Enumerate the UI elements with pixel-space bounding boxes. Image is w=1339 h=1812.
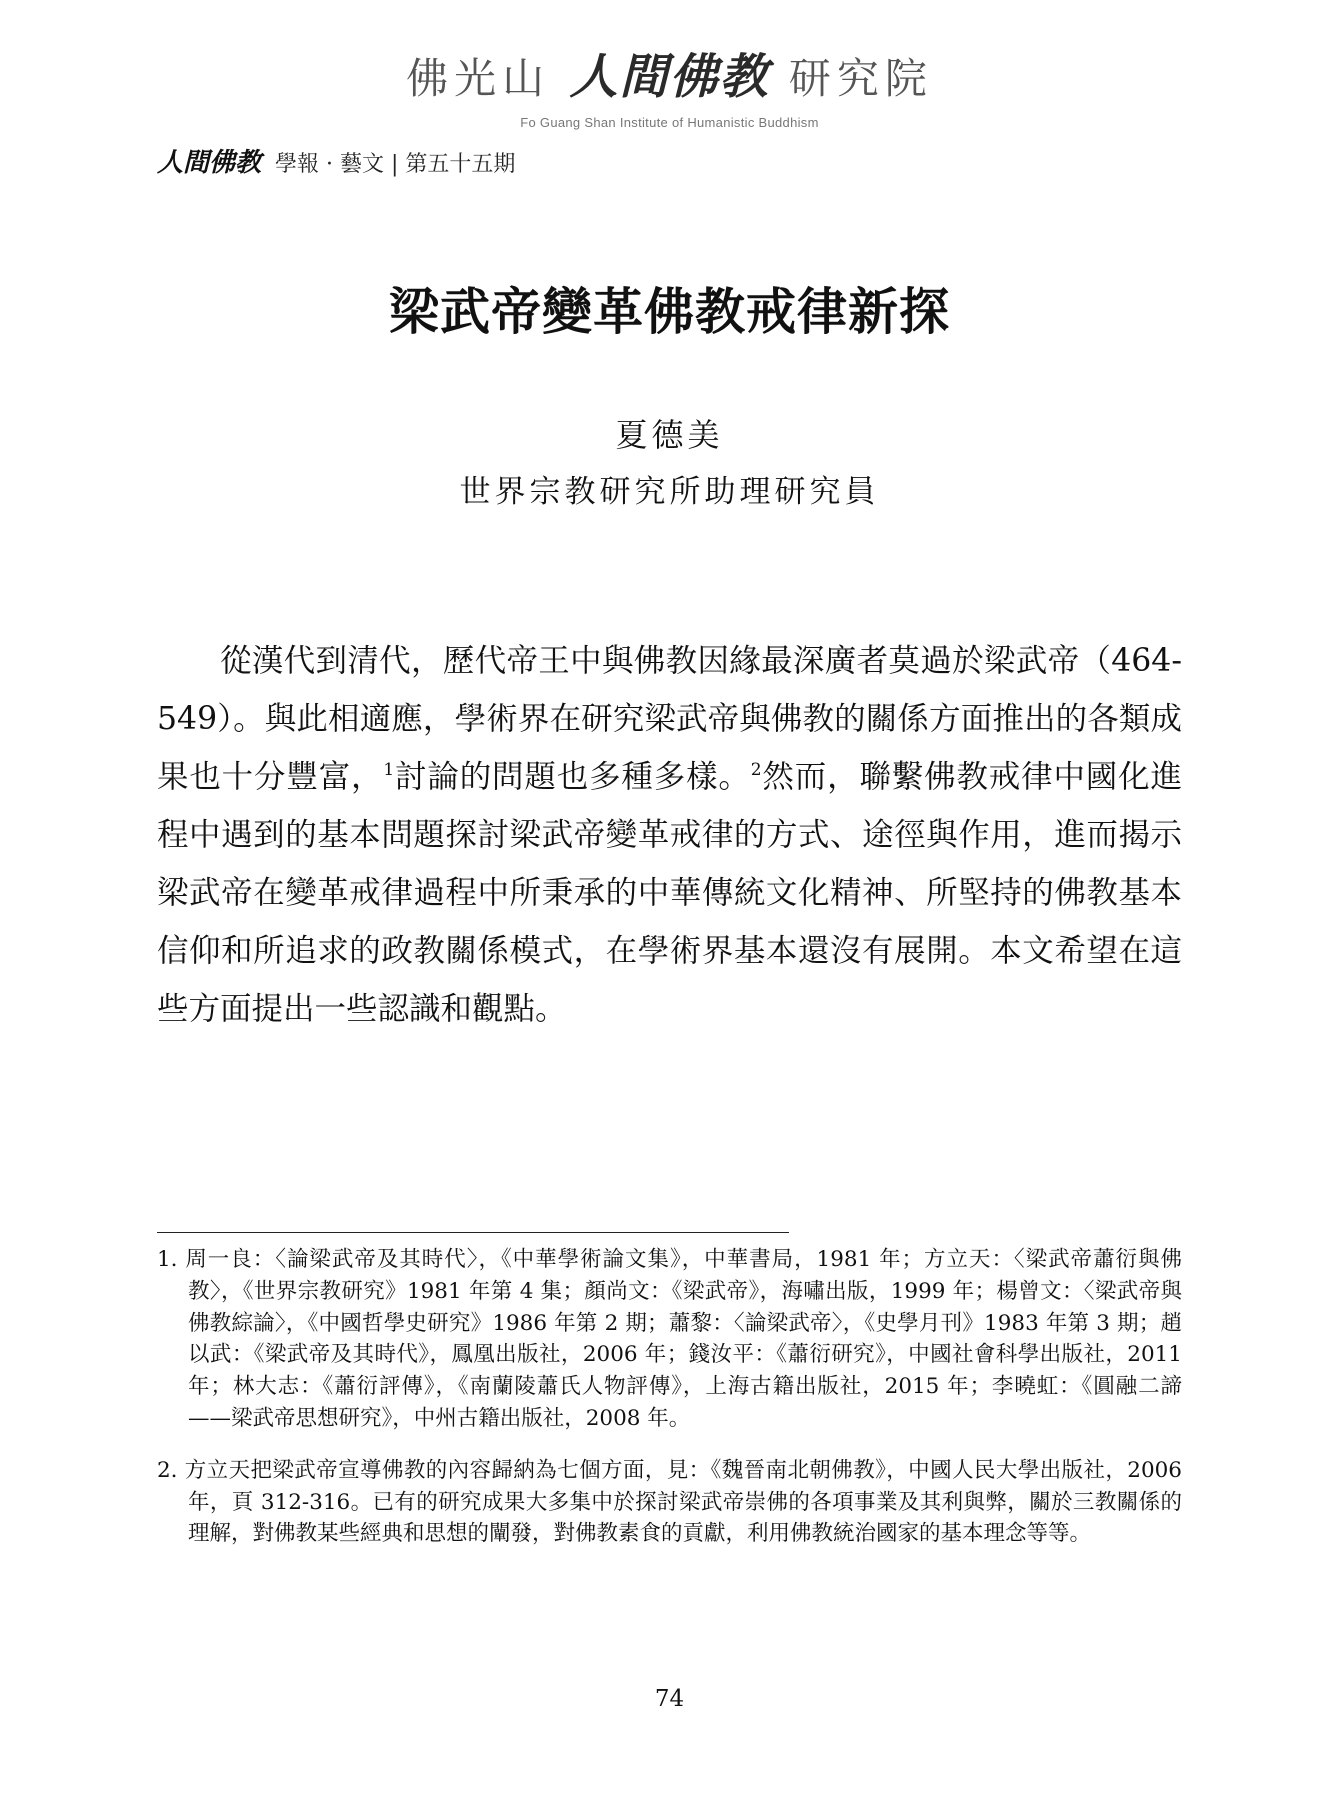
footnote-ref-2[interactable]: 2 bbox=[750, 760, 762, 780]
journal-brand: 人間佛教 bbox=[157, 148, 262, 178]
body-text bbox=[157, 632, 1182, 1038]
institute-brand-logo: 人間佛教 bbox=[569, 49, 770, 105]
institute-english-name: Fo Guang Shan Institute of Humanistic Buddhism bbox=[520, 115, 819, 130]
page-number: 74 bbox=[654, 1686, 685, 1712]
author-name: 夏德美 bbox=[615, 416, 724, 454]
institute-header bbox=[0, 38, 1339, 130]
footnote-1: 1. 周一良：〈論梁武帝及其時代〉，《中華學術論文集》，中華書局，1981 年；方立天：〈梁武帝蕭衍與佛教〉，《世界宗教研究》1981 年第 4 集；顏尚文：《梁武帝》，海嘯出版，1999 年；楊曾文：〈梁武帝與佛教綜論〉，《中國哲學史研究》1986 年第 2 期；蕭黎：〈論梁武帝〉，《史學月刊》1983 年第 3 期；趙以武：《梁武帝及其時代》，鳳凰出版社，2006 年；錢汝平：《蕭衍研究》，中國社會科學出版社，2011 年；林大志：《蕭衍評傳》，《南蘭陵蕭氏人物評傳》，上海古籍出版社，2015 年；李曉虹：《圓融二諦——梁武帝思想研究》，中州古籍出版社，2008 年。 bbox=[157, 1247, 1182, 1431]
institute-name bbox=[0, 38, 1339, 107]
footnote-divider bbox=[157, 1232, 789, 1233]
footnote-2: 2. 方立天把梁武帝宣導佛教的內容歸納為七個方面，見：《魏晉南北朝佛教》，中國人民大學出版社，2006 年，頁 312-316。已有的研究成果大多集中於探討梁武帝崇佛的各項事業及其利與弊，關於三教關係的理解，對佛教某些經典和思想的闡發，對佛教素食的貢獻，利用佛教統治國家的基本理念等等。 bbox=[157, 1457, 1182, 1547]
body-segment: 然而，聯繫佛教戒律中國化進程中遇到的基本問題探討梁武帝變革戒律的方式、途徑與作用，進而揭示梁武帝在變革戒律過程中所秉承的中華傳統文化精神、所堅持的佛教基本信仰和所追求的政教關係模式，在學術界基本還沒有展開。本文希望在這些方面提出一些認識和觀點。 bbox=[157, 759, 1182, 1027]
footnotes bbox=[157, 1244, 1182, 1550]
author-affiliation: 世界宗教研究所助理研究員 bbox=[459, 474, 880, 510]
body-segment: 從漢代到清代，歷代帝王中與佛教因緣最深廣者莫過於梁武帝（464-549）。與此相適應，學術界在研究梁武帝與佛教的關係方面推出的各類成果也十分豐富， bbox=[157, 643, 1182, 795]
institute-prefix: 佛光山 bbox=[406, 54, 551, 103]
journal-running-head bbox=[157, 142, 515, 179]
body-segment: 討論的問題也多種多樣。 bbox=[394, 759, 751, 795]
institute-suffix: 研究院 bbox=[788, 54, 933, 103]
journal-issue-text: 學報 · 藝文 | 第五十五期 bbox=[275, 152, 516, 177]
article-title: 梁武帝變革佛教戒律新探 bbox=[389, 282, 950, 341]
footnote-ref-1[interactable]: 1 bbox=[383, 760, 395, 780]
body-paragraph bbox=[157, 632, 1182, 1038]
